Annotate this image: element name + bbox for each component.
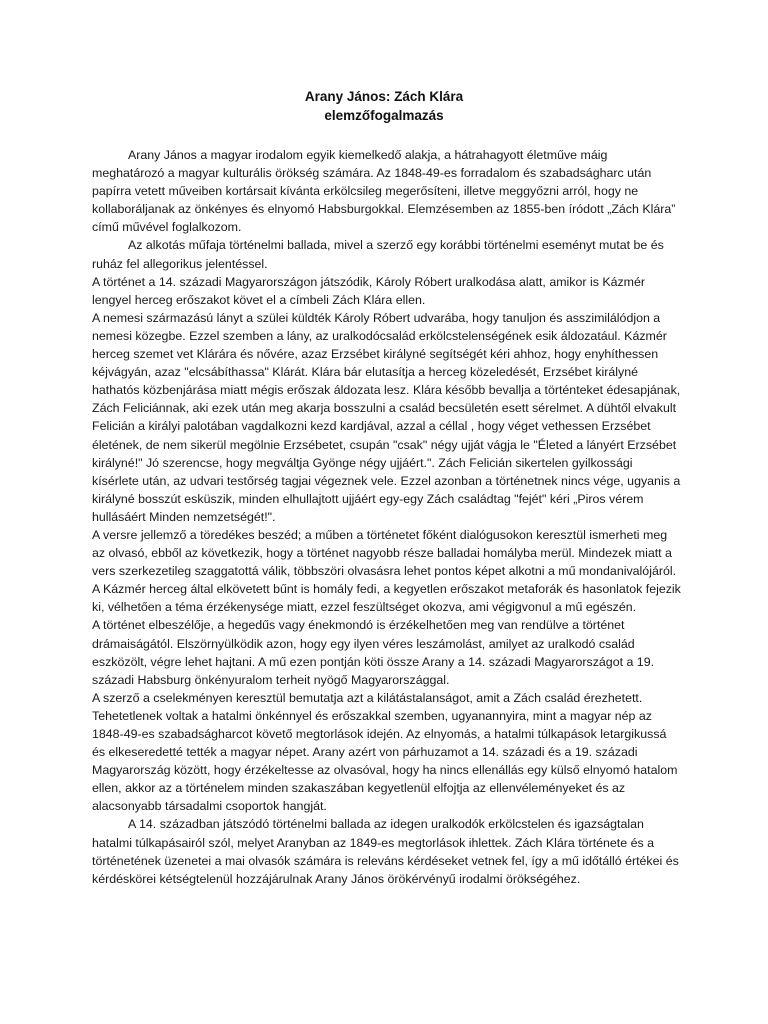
document-body: [92, 146, 682, 888]
paragraph-7: A szerző a cselekményen keresztül bemutatja azt a kilátástalanságot, amit a Zách család érezhetett. Tehetetlenek voltak a hatalmi önkénnyel és erőszakkal szemben, ugyanannyira, mint a magyar nép az 1848-49-es szabadságharcot követő megtorlások idején. Az elnyomás, a hatalmi túlkapások letargikussá és elkeseredetté tették a magyar népet. Arany azért von párhuzamot a 14. századi és a 19. századi Magyarország között, hogy érzékeltesse az olvasóval, hogy ha nincs ellenállás egy külső elnyomó hatalom ellen, akkor az a történelem minden szakaszában kegyetlenül elfojtja az ellenvéleményeket és az alacsonyabb társadalmi csoportok hangját.: [92, 690, 678, 814]
paragraph-6: A történet elbeszélője, a hegedűs vagy énekmondó is érzékelhetően meg van rendülve a történet drámaiságától. Elszörnyülködik azon, hogy egy ilyen véres leszámolást, amilyet az uralkodó család eszközölt, végre lehet hajtani. A mű ezen pontján köti össze Arany a 14. századi Magyarországot a 19. századi Habsburg önkényuralom terheit nyögő Magyarországgal.: [92, 618, 655, 687]
paragraph-4: A nemesi származású lányt a szülei küldték Károly Róbert udvarába, hogy tanuljon és asszimilálódjon a nemesi közegbe. Ezzel szemben a lány, az uralkodócsalád erkölcstelenségének esik áldozatául. Kázmér herceg szemet vet Klárára és nővére, azaz Erzsébet királyné segítségét kéri ahhoz, hogy enyhíthessen kéjvágyán, azaz "elcsábíthassa" Klárát. Klára bár elutasítja a herceg közeledését, Erzsébet királyné hathatós közbenjárása miatt mégis erőszak áldozata lesz. Klára később bevallja a történteket édesapjának, Zách Feliciánnak, aki ezek után meg akarja bosszulni a család becsületén esett sérelmet. A dühtől elvakult Felicián a királyi palotában vagdalkozni kezd kardjával, azzal a céllal , hogy véget vethessen Erzsébet életének, de nem sikerül megölnie Erzsébetet, csupán "csak" négy ujját vágja le "Életed a lányért Erzsébet királyné!" Jó szerencse, hogy megváltja Gyönge négy ujjáért.". Zách Felicián sikertelen gyilkossági kísérlete után, az udvari testőrség tagjai végeznek vele. Ezzel azonban a történetnek nincs vége, ugyanis a királyné bosszút esküszik, minden elhullajtott ujjáért egy-egy Zách családtag "fejét" kéri „Piros vérem hullásáért Minden nemzetségét!".: [92, 310, 681, 524]
paragraph-8: A 14. században játszódó történelmi ballada az idegen uralkodók erkölcstelen és igazságtalan hatalmi túlkapásairól szól, melyet Aranyban az 1849-es megtorlások ihlettek. Zách Klára története és a történetének üzenetei a mai olvasók számára is releváns kérdéseket vetnek fel, így a mű időtálló értékei és kérdéskörei kétségtelenül hozzájárulnak Arany János örökérvényű irodalmi örökségéhez.: [92, 817, 679, 886]
paragraph-3: A történet a 14. századi Magyarországon játszódik, Károly Róbert uralkodása alatt, amikor is Kázmér lengyel herceg erőszakot követ el a címbeli Zách Klára ellen.: [92, 274, 646, 307]
document-subtitle: elemzőfogalmazás: [324, 108, 444, 123]
paragraph-1: Arany János a magyar irodalom egyik kiemelkedő alakja, a hátrahagyott életműve máig meghatározó a magyar kulturális örökség számára. Az 1848-49-es forradalom és szabadságharc után papírra vetett műveiben kortársait kívánta erkölcsileg megerősíteni, illetve meggyőzni arról, hogy ne kollaboráljanak az önkényes és elnyomó Habsburgokkal. Elemzésemben az 1855-ben íródott „Zách Klára” című művével foglalkozom.: [92, 148, 676, 235]
title-block: [0, 87, 768, 125]
document-title: Arany János: Zách Klára: [304, 89, 464, 104]
paragraph-2: Az alkotás műfaja történelmi ballada, mivel a szerző egy korábbi történelmi eseményt mutat be és ruház fel allegorikus jelentéssel.: [92, 238, 664, 271]
paragraph-5: A versre jellemző a töredékes beszéd; a műben a történetet főként dialógusokon keresztül ismerheti meg az olvasó, ebből az következik, hogy a történet nagyobb része balladai homályba merül. Mindezek miatt a vers szerkezetileg szaggatottá válik, többszöri olvasásra lehet pontos képet alkotni a mű mondanivalójáról. A Kázmér herceg által elkövetett bűnt is homály fedi, a kegyetlen erőszakot metaforák és hasonlatok fejezik ki, vélhetően a téma érzékenysége miatt, ezzel feszültséget okozva, ami végigvonul a mű egészén.: [92, 527, 681, 615]
